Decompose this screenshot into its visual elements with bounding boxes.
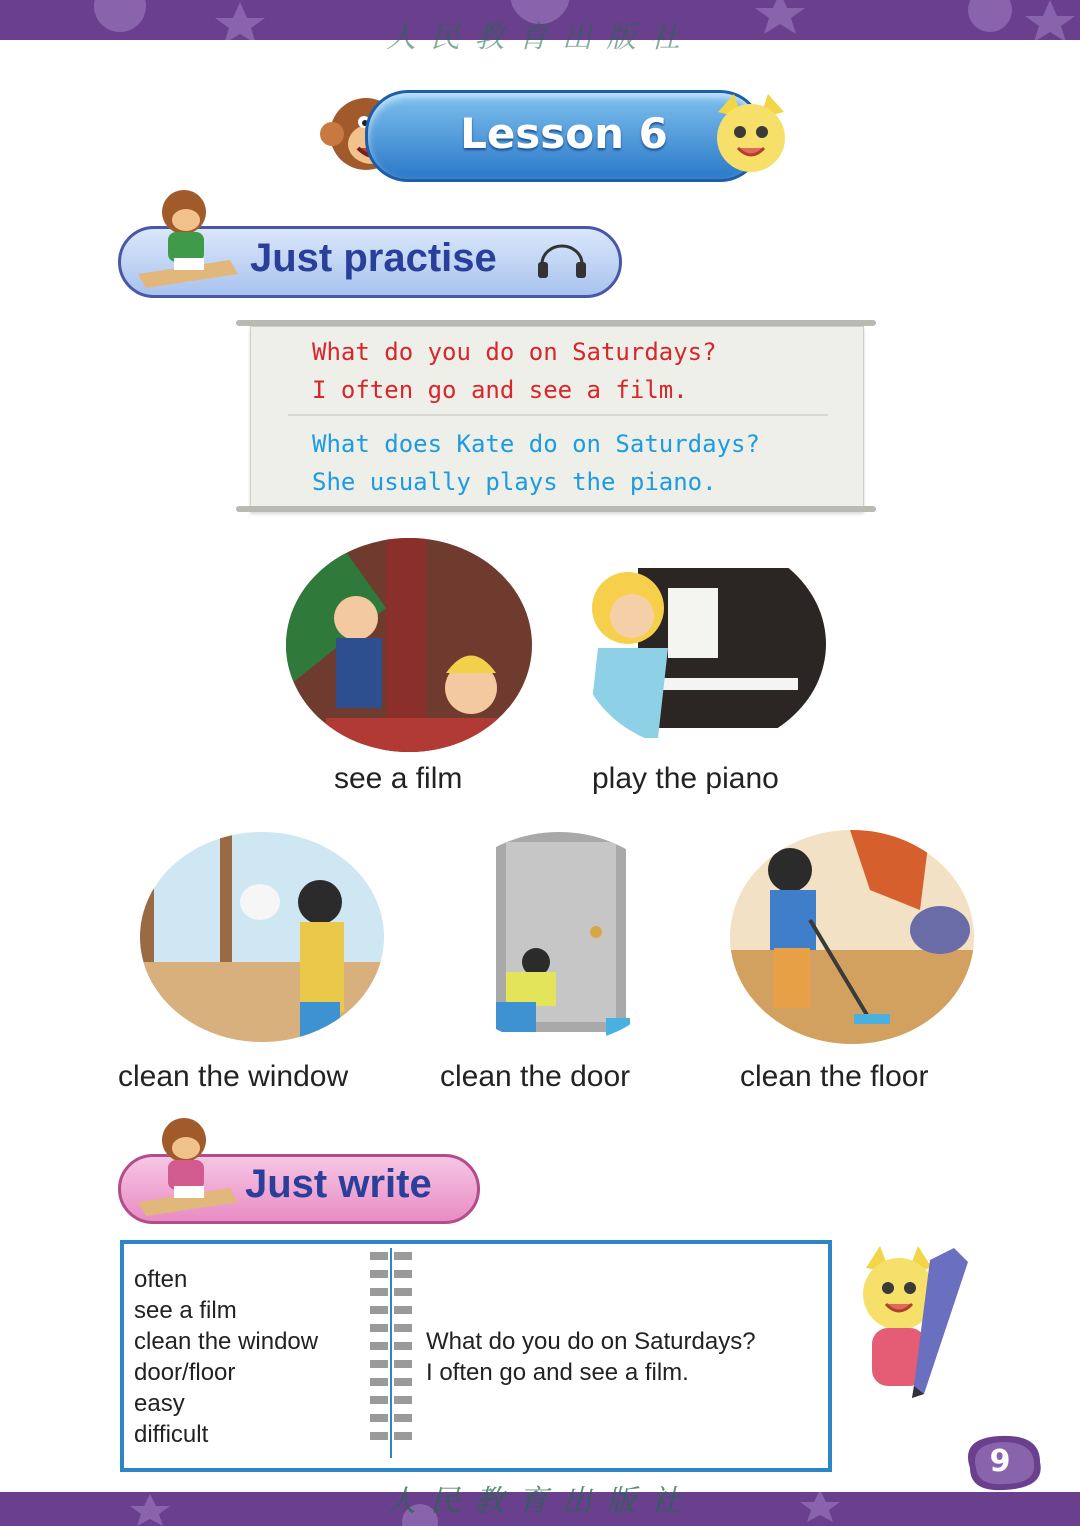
section-title-just-write: Just write xyxy=(245,1162,432,1206)
vocab-word: difficult xyxy=(134,1421,209,1448)
section-title-just-practise: Just practise xyxy=(250,236,497,280)
dialogue-line: She usually plays the piano. xyxy=(312,468,717,496)
dialogue-line: What do you do on Saturdays? xyxy=(312,338,717,366)
picture-caption: play the piano xyxy=(592,762,779,795)
dialogue-line: I often go and see a film. xyxy=(312,376,688,404)
publisher-watermark-bottom: 人民教育出版社 xyxy=(386,1484,694,1519)
picture-caption: clean the window xyxy=(118,1060,349,1093)
monkey-at-desk-icon xyxy=(134,1110,244,1224)
lesson-title: Lesson 6 xyxy=(460,109,668,158)
writing-notebook xyxy=(120,1240,832,1472)
dialogue-divider xyxy=(288,414,828,416)
vocab-word: easy xyxy=(134,1390,185,1417)
vocab-word: door/floor xyxy=(134,1359,236,1386)
lesson-banner xyxy=(365,90,763,182)
model-sentence: What do you do on Saturdays? xyxy=(426,1328,756,1355)
notebook-spiral xyxy=(368,1248,414,1458)
vocab-word: clean the window xyxy=(134,1328,319,1355)
picture-caption: see a film xyxy=(334,762,463,795)
clean-the-door-illustration xyxy=(436,832,682,1044)
see-a-film-illustration xyxy=(286,538,532,752)
play-the-piano-illustration xyxy=(578,538,826,750)
clean-the-window-illustration xyxy=(140,832,384,1042)
clean-the-floor-illustration xyxy=(730,830,974,1044)
scroll-bottom-rod xyxy=(236,506,876,512)
cat-with-pencil-icon xyxy=(846,1238,996,1408)
publisher-watermark-top: 人民教育出版社 xyxy=(386,20,694,55)
picture-caption: clean the door xyxy=(440,1060,631,1093)
page-number: 9 xyxy=(989,1444,1011,1479)
vocab-word: see a film xyxy=(134,1297,237,1324)
dialogue-line: What does Kate do on Saturdays? xyxy=(312,430,760,458)
model-sentence: I often go and see a film. xyxy=(426,1359,689,1386)
picture-caption: clean the floor xyxy=(740,1060,929,1093)
vocab-word: often xyxy=(134,1266,188,1293)
headphones-icon[interactable] xyxy=(534,244,590,280)
cat-face-icon xyxy=(708,92,794,176)
monkey-at-desk-icon xyxy=(134,182,244,296)
